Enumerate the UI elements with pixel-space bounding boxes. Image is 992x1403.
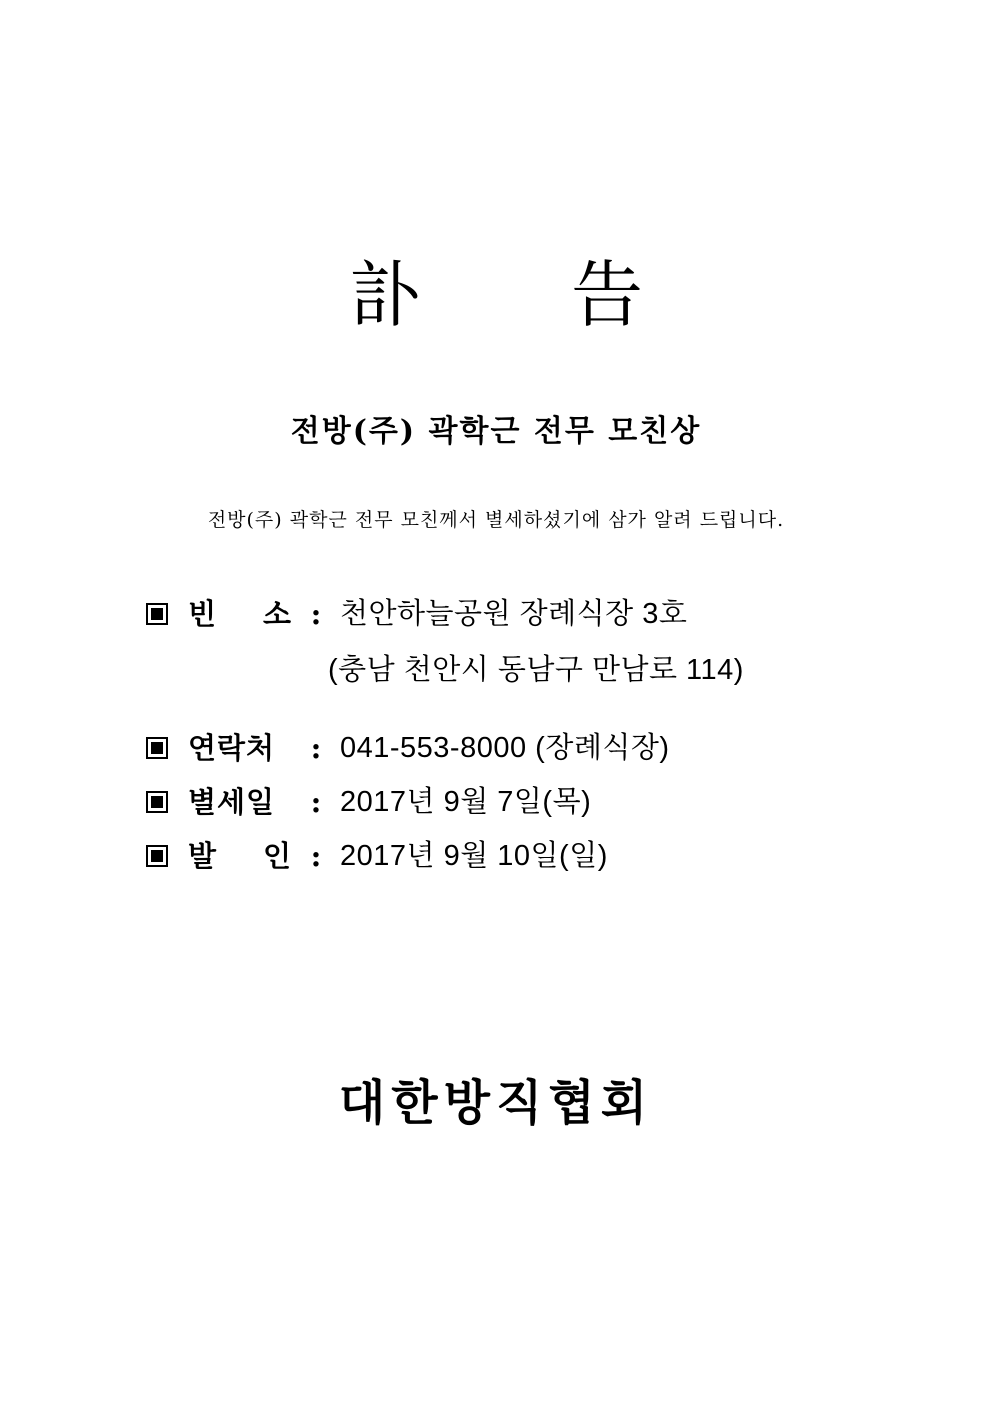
value-death-date: 2017년 9월 7일(목) (340, 786, 592, 818)
square-bullet-icon (146, 845, 168, 867)
page-title (0, 250, 992, 340)
label-funeral-date (188, 834, 292, 878)
value-binso: 천안하늘공원 장례식장 3호 (340, 598, 688, 630)
colon: : (310, 597, 322, 631)
value-contact: 041-553-8000 (장례식장) (340, 732, 670, 764)
value-binso-address: (충남 천안시 동남구 만남로 114) (328, 654, 744, 686)
label-funeral-char1: 발 (188, 839, 218, 873)
title-char-notice: 告 (571, 253, 644, 337)
title-char-obituary: 訃 (348, 253, 421, 337)
info-row-binso (146, 592, 687, 636)
label-contact: 연락처 (188, 731, 276, 765)
info-row-contact (146, 726, 670, 770)
label-binso-char2: 소 (262, 597, 292, 631)
label-death-date: 별세일 (188, 785, 276, 819)
square-bullet-icon (146, 737, 168, 759)
value-funeral-date: 2017년 9월 10일(일) (340, 840, 608, 872)
label-binso-char1: 빈 (188, 597, 218, 631)
colon: : (310, 785, 322, 819)
label-binso (188, 592, 292, 636)
organization-name: 대한방직협회 (338, 1075, 654, 1131)
info-row-death-date (146, 780, 591, 824)
colon: : (310, 731, 322, 765)
square-bullet-icon (146, 603, 168, 625)
square-bullet-icon (146, 791, 168, 813)
intro-text: 전방(주) 곽학근 전무 모친께서 별세하셨기에 삼가 알려 드립니다. (207, 509, 785, 531)
colon: : (310, 839, 322, 873)
label-funeral-char2: 인 (262, 839, 292, 873)
subtitle: 전방(주) 곽학근 전무 모친상 (290, 414, 702, 449)
info-row-funeral-date (146, 834, 608, 878)
